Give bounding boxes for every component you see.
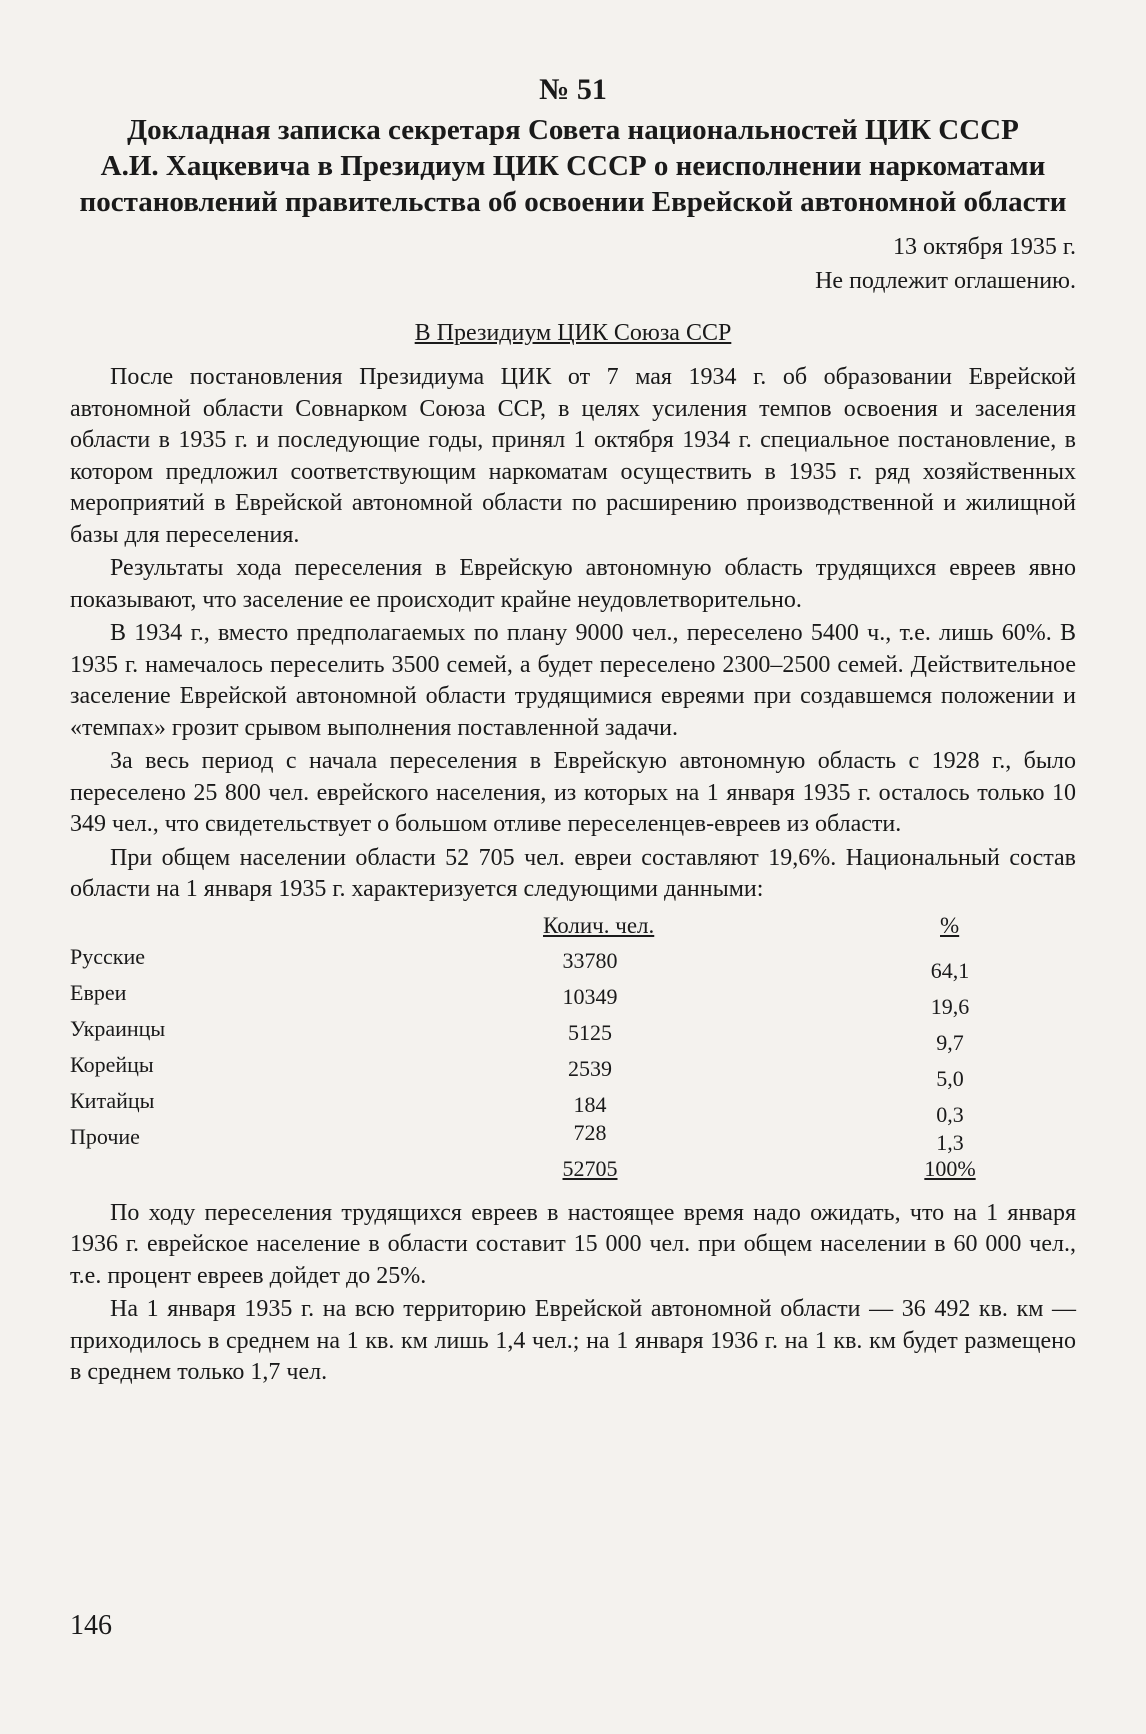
row-qty: 728 xyxy=(573,1119,607,1145)
table-header-qty: Колич. чел. xyxy=(543,912,655,938)
addressee: В Президиум ЦИК Союза ССР xyxy=(414,320,732,346)
document-title xyxy=(70,112,1076,220)
paragraph: В 1934 г., вместо предполагаемых по плану 9000 чел., переселено 5400 ч., т.е. лишь 60%. В 1935 г. намечалось переселить 3500 семей, а будет переселено 2300–2500 семей. Действительное заселение Еврейской автономной области трудящимися евреями при создавшемся положении и «темпах» грозит срывом выполнения поставленной задачи. xyxy=(70,620,1076,741)
total-pct: 100% xyxy=(924,1155,976,1181)
table-header-pct: % xyxy=(940,912,960,938)
title-line: А.И. Хацкевича в Президиум ЦИК СССР о неисполнении наркоматами xyxy=(100,150,1046,182)
title-line: постановлений правительства об освоении Еврейской автономной области xyxy=(79,186,1067,218)
table-row xyxy=(70,1015,1076,1055)
document-page xyxy=(70,72,1076,1391)
row-name: Русские xyxy=(70,943,145,969)
document-date: 13 октября 1935 г. xyxy=(893,234,1076,260)
title-line: Докладная записка секретаря Совета национальностей ЦИК СССР xyxy=(127,114,1019,146)
row-name: Китайцы xyxy=(70,1087,155,1113)
page-number: 146 xyxy=(70,1610,112,1641)
row-pct: 19,6 xyxy=(930,993,970,1019)
table-row xyxy=(70,1119,1076,1155)
confidentiality-note: Не подлежит оглашению. xyxy=(815,268,1076,294)
paragraph: По ходу переселения трудящихся евреев в настоящее время надо ожидать, что на 1 января 1936 г. еврейское население в области составит 15 000 чел. при общем населении в 60 000 чел., т.е. процент евреев дойдет до 25%. xyxy=(70,1199,1076,1289)
row-pct: 64,1 xyxy=(930,957,970,983)
row-pct: 0,3 xyxy=(936,1101,964,1127)
row-qty: 184 xyxy=(573,1091,607,1117)
row-name: Евреи xyxy=(70,979,127,1005)
row-pct: 5,0 xyxy=(936,1065,964,1091)
paragraph: При общем населении области 52 705 чел. евреи составляют 19,6%. Национальный состав области на 1 января 1935 г. характеризуется следующими данными: xyxy=(70,844,1076,902)
row-name: Корейцы xyxy=(70,1051,154,1077)
table-total-row xyxy=(70,1156,1076,1184)
row-pct: 1,3 xyxy=(936,1129,964,1155)
document-number: № 51 xyxy=(539,73,607,106)
nationality-table xyxy=(70,912,1076,1184)
row-name: Украинцы xyxy=(70,1015,166,1041)
total-qty: 52705 xyxy=(562,1155,618,1181)
row-qty: 5125 xyxy=(568,1019,612,1045)
paragraph: Результаты хода переселения в Еврейскую автономную область трудящихся евреев явно показывают, что заселение ее происходит крайне неудовлетворительно. xyxy=(70,555,1076,613)
table-row xyxy=(70,979,1076,1019)
row-pct: 9,7 xyxy=(936,1029,964,1055)
row-qty: 10349 xyxy=(562,983,618,1009)
row-name: Прочие xyxy=(70,1123,140,1149)
table-row xyxy=(70,943,1076,983)
table-row xyxy=(70,1087,1076,1127)
row-qty: 2539 xyxy=(568,1055,612,1081)
table-row xyxy=(70,1051,1076,1091)
row-qty: 33780 xyxy=(562,947,618,973)
paragraph: За весь период с начала переселения в Еврейскую автономную область с 1928 г., было переселено 25 800 чел. еврейского населения, из которых на 1 января 1935 г. осталось только 10 349 чел., что свидетельствует о большом отливе переселенцев-евреев из области. xyxy=(70,748,1076,837)
paragraph: После постановления Президиума ЦИК от 7 мая 1934 г. об образовании Еврейской автономной области Совнарком Союза ССР, в целях усиления темпов освоения и заселения области в 1935 г. и последующие годы, принял 1 октября 1934 г. специальное постановление, в котором предложил соответствующим наркоматам осуществить в 1935 г. ряд хозяйственных мероприятий в Еврейской автономной области по расширению производственной и жилищной базы для переселения. xyxy=(70,364,1076,548)
paragraph: На 1 января 1935 г. на всю территорию Еврейской автономной области — 36 492 кв. км — приходилось в среднем на 1 кв. км лишь 1,4 чел.; на 1 января 1936 г. на 1 кв. км будет размещено в среднем только 1,7 чел. xyxy=(70,1296,1076,1385)
